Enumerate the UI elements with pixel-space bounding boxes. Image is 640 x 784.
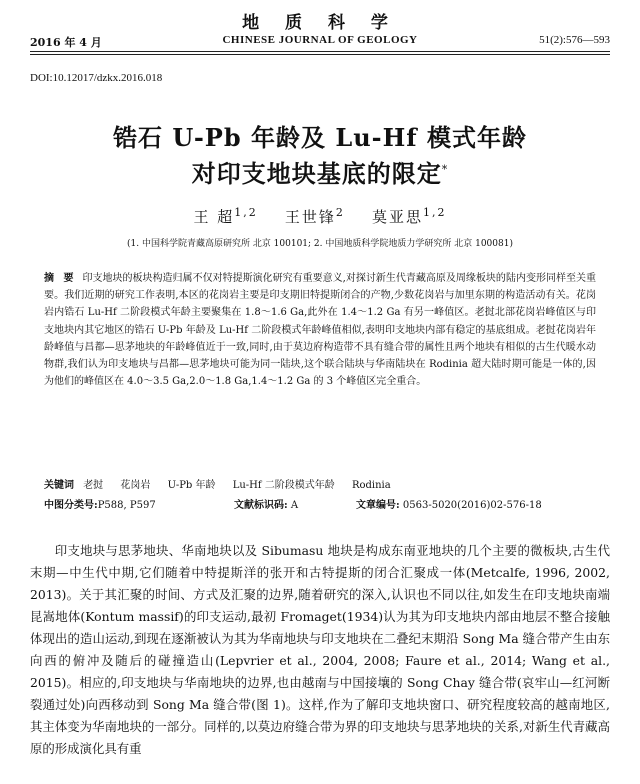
article-number-label: 文章编号: [356, 500, 400, 511]
header-rule-bottom [30, 54, 610, 55]
header-rule-top [30, 51, 610, 52]
author-name: 莫亚思 [371, 208, 423, 226]
keyword: 花岗岩 [120, 480, 151, 491]
abstract-text: 印支地块的板块构造归属不仅对特提斯演化研究有重要意义,对探讨新生代青藏高原及周缘板块的陆内变形同样至关重要。我们近期的研究工作表明,本区的花岗岩主要是印支期旧特提斯闭合的产物,少数花岗岩与加里东期的构造活动有关。花岗岩内锆石 Lu-Hf 二阶段模式年龄主要聚集在 1.8～1.6 Ga,此外在 1.4～1.2 Ga 有另一峰值区。老挝北部花岗岩峰值区与印支地块内其它地区的锆石 U-Pb 年龄及 Lu-Hf 二阶段模式年龄峰值相似,表明印支地块内部有稳定的基底组成。老挝花岗岩年龄峰值与昌都—思茅地块的年龄峰值近于一致,同时,由于莫边府构造带不具有缝合带的属性且两个地块有相似的古生代暖水动物群,我们认为印支地块与昌都—思茅地块可能为同一陆块,这个联合陆块与华南陆块在 Rodinia 超大陆时期可能是一体的,因为他们的峰值区在 4.0～3.5 Ga,2.0～1.8 Ga,1.4～1.2 Ga 的 3 个峰值区完全重合。 [44, 273, 596, 388]
affiliations: (1. 中国科学院青藏高原研究所 北京 100101; 2. 中国地质科学院地质力学研究所 北京 100081) [127, 239, 513, 249]
issue-date: 2016 年 4 月 [30, 36, 102, 49]
author-affil-mark: 1,2 [422, 206, 447, 219]
author-list [0, 206, 640, 227]
article-number-value: 0563-5020(2016)02-576-18 [402, 500, 542, 511]
journal-title-cn: 地 质 科 学 [242, 13, 398, 33]
abstract [44, 270, 596, 390]
running-header [30, 34, 610, 50]
clc-label: 中图分类号: [44, 500, 98, 511]
doi: DOI:10.12017/dzkx.2016.018 [30, 72, 163, 84]
document-code-value: A [290, 500, 299, 511]
article-title-line2 [0, 154, 640, 189]
classification-row [44, 496, 596, 510]
author-name: 王 超 [193, 208, 235, 226]
article-title-line1: 锆石 U-Pb 年龄及 Lu-Hf 模式年龄 [112, 123, 527, 152]
keywords-label: 关键词 [44, 480, 74, 491]
clc-value: P588, P597 [97, 500, 156, 511]
clc-number [44, 496, 156, 511]
article-number [356, 496, 542, 511]
article-title-line2-text: 对印支地块基底的限定 [191, 159, 442, 188]
abstract-label: 摘 要 [44, 273, 77, 284]
keyword: U-Pb 年龄 [167, 480, 216, 491]
keyword: Rodinia [351, 480, 391, 491]
keyword: Lu-Hf 二阶段模式年龄 [232, 480, 335, 491]
document-code-label: 文献标识码: [234, 500, 288, 511]
author-affil-mark: 2 [335, 206, 345, 219]
volume-pages: 51(2):576—593 [539, 34, 610, 46]
keywords [44, 476, 405, 491]
document-code [234, 496, 298, 511]
title-footnote-mark: * [441, 163, 449, 176]
author-affil-mark: 1,2 [234, 206, 258, 219]
journal-title-en: CHINESE JOURNAL OF GEOLOGY [222, 34, 418, 46]
body-paragraph: 印支地块与思茅地块、华南地块以及 Sibumasu 地块是构成东南亚地块的几个主要的微板块,古生代末期—中生代中期,它们随着中特提斯洋的张开和古特提斯的闭合汇聚成一体(Metcalfe, 1996, 2002, 2013)。关于其汇聚的时间、方式及汇聚的边界,随着研究的深入,认识也不同以往,如发生在印支地块南端昆嵩地体(Kontum massif)的印支运动,最初 Fromaget(1934)认为其为印支地块内部由地层不整合接触体现出的造山运动,到现在逐渐被认为其为华南地块与印支地块在二叠纪末期沿 Song Ma 缝合带产生由东向西的俯冲及随后的碰撞造山(Lepvrier et al., 2004, 2008; Faure et al., 2014; Wang et al., 2015)。相应的,印支地块与华南地块的边界,也由越南与中国接壤的 Song Chay 缝合带(哀牢山—红河断裂通过处)向西移动到 Song Ma 缝合带(图 1)。这样,作为了解印支地块窗口、研究程度较高的越南地区,其主体变为华南地块的一部分。同样的,以莫边府缝合带为界的印支地块与思茅地块的关系,对新生代青藏高原的形成演化具有重 [30, 543, 610, 756]
keyword: 老挝 [83, 480, 104, 491]
author-name: 王世锋 [284, 208, 336, 226]
